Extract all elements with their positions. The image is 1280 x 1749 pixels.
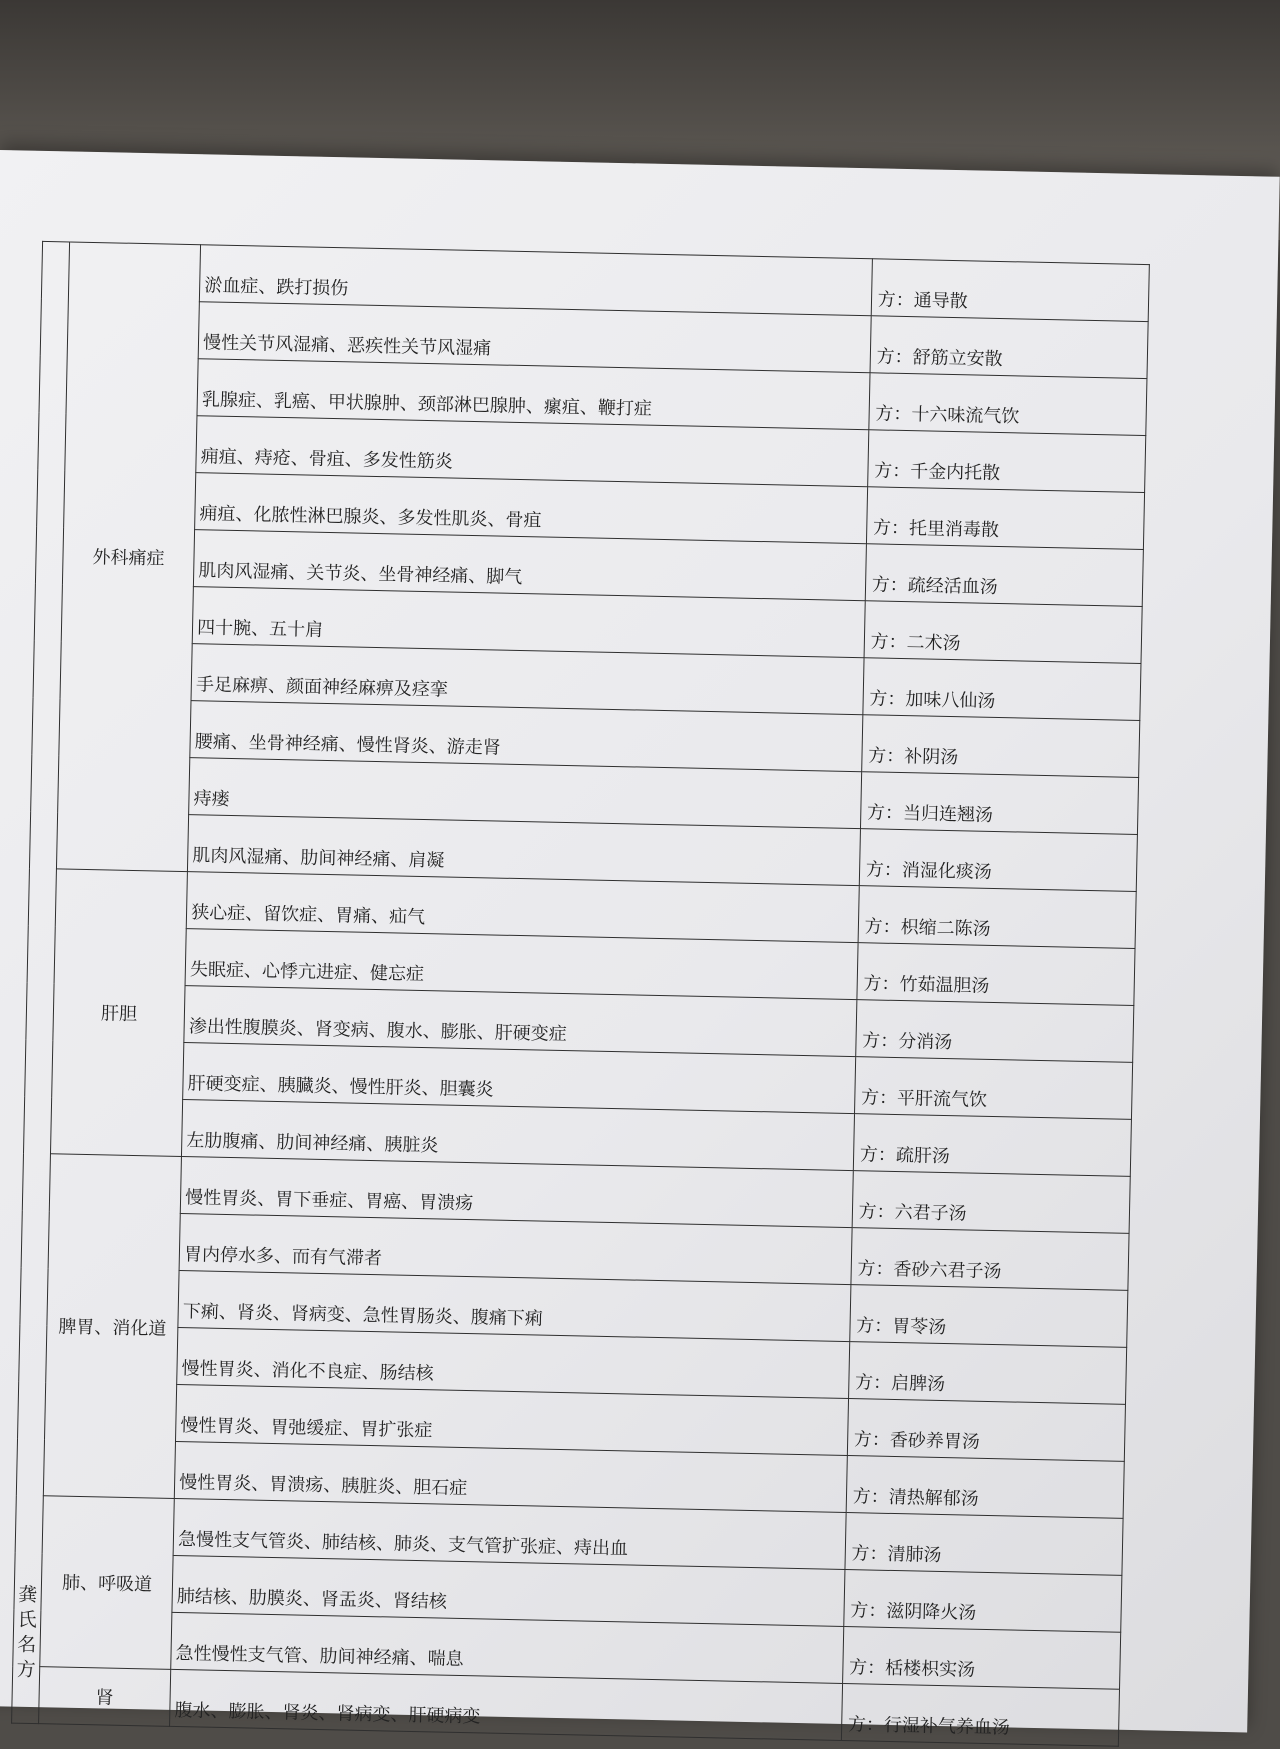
formula-cell: 方：疏经活血汤 xyxy=(865,544,1143,607)
condition-cell: 慢性关节风湿痛、恶疾性关节风湿痛 xyxy=(198,302,871,373)
formula-cell: 方：启脾汤 xyxy=(848,1342,1126,1405)
condition-cell: 乳腺症、乳癌、甲状腺肿、颈部淋巴腺肿、瘰疽、鞭打症 xyxy=(197,359,870,430)
formula-table xyxy=(11,241,1150,1747)
formula-cell: 方：通导散 xyxy=(871,259,1149,322)
condition-cell: 慢性胃炎、胃弛缓症、胃扩张症 xyxy=(176,1384,849,1455)
formula-cell: 方：十六味流气饮 xyxy=(869,373,1147,436)
formula-table-body xyxy=(12,241,1150,1746)
formula-cell: 方：香砂养胃汤 xyxy=(847,1399,1125,1462)
condition-cell: 肌肉风湿痛、关节炎、坐骨神经痛、脚气 xyxy=(194,530,867,601)
category-cell: 外科痛症 xyxy=(56,242,200,872)
formula-cell: 方：当归连翘汤 xyxy=(860,772,1138,835)
formula-cell: 方：舒筋立安散 xyxy=(870,316,1148,379)
condition-cell: 慢性胃炎、胃溃疡、胰脏炎、胆石症 xyxy=(174,1441,847,1512)
formula-cell: 方：疏肝汤 xyxy=(853,1114,1131,1177)
formula-cell: 方：六君子汤 xyxy=(852,1171,1130,1234)
formula-cell: 方：栝楼枳实汤 xyxy=(842,1626,1120,1689)
formula-cell: 方：胃苓汤 xyxy=(849,1285,1127,1348)
condition-cell: 急性慢性支气管、肋间神经痛、喘息 xyxy=(171,1612,844,1683)
formula-cell: 方：二术汤 xyxy=(864,601,1142,664)
condition-cell: 痔瘘 xyxy=(189,758,862,829)
category-cell: 脾胃、消化道 xyxy=(43,1154,181,1499)
formula-cell: 方：香砂六君子汤 xyxy=(851,1228,1129,1291)
condition-cell: 肺结核、肋膜炎、肾盂炎、肾结核 xyxy=(172,1555,845,1626)
condition-cell: 痈疽、痔疮、骨疽、多发性筋炎 xyxy=(196,416,869,487)
condition-cell: 肌肉风湿痛、肋间神经痛、肩凝 xyxy=(188,815,861,886)
category-cell: 肝胆 xyxy=(51,869,188,1157)
condition-cell: 四十腕、五十肩 xyxy=(192,587,865,658)
condition-cell: 渗出性腹膜炎、肾变病、腹水、膨胀、肝硬变症 xyxy=(184,986,857,1057)
condition-cell: 腹水、膨胀、肾炎、肾病变、肝硬病变 xyxy=(170,1669,843,1740)
condition-cell: 腰痛、坐骨神经痛、慢性肾炎、游走肾 xyxy=(190,701,863,772)
brand-char: 龚 xyxy=(18,1583,38,1607)
brand-char: 氏 xyxy=(17,1608,37,1632)
condition-cell: 失眠症、心悸亢进症、健忘症 xyxy=(185,929,858,1000)
formula-table-wrapper xyxy=(11,241,1150,1747)
paper-sheet xyxy=(0,150,1280,1739)
formula-cell: 方：清肺汤 xyxy=(845,1513,1123,1576)
formula-cell: 方：清热解郁汤 xyxy=(846,1456,1124,1519)
formula-cell: 方：行湿补气养血汤 xyxy=(841,1683,1119,1746)
formula-cell: 方：托里消毒散 xyxy=(866,487,1144,550)
condition-cell: 急慢性支气管炎、肺结核、肺炎、支气管扩张症、痔出血 xyxy=(173,1498,846,1569)
condition-cell: 胃内停水多、而有气滞者 xyxy=(179,1214,852,1285)
category-cell: 肺、呼吸道 xyxy=(40,1496,175,1670)
formula-cell: 方：加味八仙汤 xyxy=(863,658,1141,721)
brand-char: 方 xyxy=(16,1658,36,1682)
formula-cell: 方：滋阴降火汤 xyxy=(843,1570,1121,1633)
condition-cell: 下痢、肾炎、肾病变、急性胃肠炎、腹痛下痢 xyxy=(178,1270,851,1341)
condition-cell: 左肋腹痛、肋间神经痛、胰脏炎 xyxy=(182,1100,855,1171)
condition-cell: 狭心症、留饮症、胃痛、疝气 xyxy=(186,872,859,943)
condition-cell: 淤血症、跌打损伤 xyxy=(199,245,872,316)
brand-char: 名 xyxy=(16,1633,37,1657)
condition-cell: 痈疽、化脓性淋巴腺炎、多发性肌炎、骨疽 xyxy=(195,473,868,544)
formula-cell: 方：竹茹温胆汤 xyxy=(857,943,1135,1006)
formula-cell: 方：分消汤 xyxy=(855,1000,1133,1063)
condition-cell: 手足麻痹、颜面神经麻痹及痉挛 xyxy=(191,644,864,715)
condition-cell: 肝硬变症、胰臓炎、慢性肝炎、胆囊炎 xyxy=(183,1043,856,1114)
formula-cell: 方：千金内托散 xyxy=(867,430,1145,493)
category-cell: 肾 xyxy=(39,1667,171,1727)
condition-cell: 慢性胃炎、消化不良症、肠结核 xyxy=(177,1327,850,1398)
formula-cell: 方：补阴汤 xyxy=(861,715,1139,778)
formula-cell: 方：枳缩二陈汤 xyxy=(858,886,1136,949)
condition-cell: 慢性胃炎、胃下垂症、胃癌、胃溃疡 xyxy=(180,1157,853,1228)
formula-cell: 方：平肝流气饮 xyxy=(854,1057,1132,1120)
formula-cell: 方：消湿化痰汤 xyxy=(859,829,1137,892)
